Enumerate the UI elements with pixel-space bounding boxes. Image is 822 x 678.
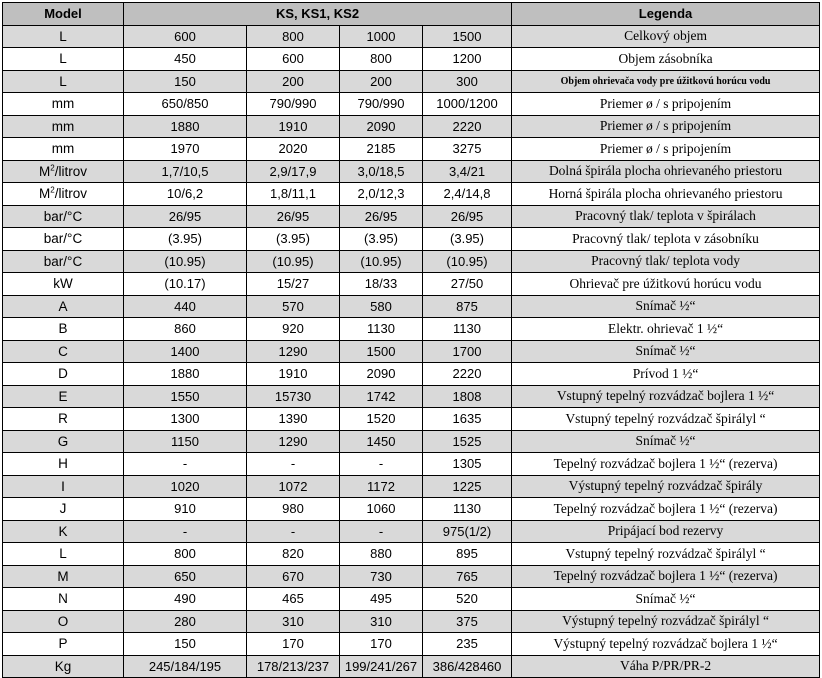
row-legend: Vstupný tepelný rozvádzač špirályl “ — [512, 543, 820, 566]
row-legend: Horná špirála plocha ohrievaného priestoru — [512, 183, 820, 206]
table-row — [3, 250, 820, 273]
row-unit: D — [3, 363, 124, 386]
row-value-2: 200 — [247, 70, 340, 93]
row-value-1: 450 — [124, 48, 247, 71]
row-unit: Kg — [3, 655, 124, 678]
row-value-4: 386/428460 — [423, 655, 512, 678]
row-value-1: 490 — [124, 588, 247, 611]
row-value-3: 1742 — [340, 385, 423, 408]
unit-base: M — [39, 186, 51, 202]
row-value-4: 3,4/21 — [423, 160, 512, 183]
row-unit: L — [3, 25, 124, 48]
row-unit: mm — [3, 138, 124, 161]
table-row — [3, 408, 820, 431]
row-value-1: (10.95) — [124, 250, 247, 273]
unit-rest: /litrov — [54, 186, 87, 202]
row-value-2: 570 — [247, 295, 340, 318]
row-value-1: - — [124, 453, 247, 476]
table-row — [3, 565, 820, 588]
row-value-4: 520 — [423, 588, 512, 611]
row-unit: L — [3, 543, 124, 566]
table-row — [3, 498, 820, 521]
row-unit: bar/°C — [3, 250, 124, 273]
row-value-4: 2220 — [423, 115, 512, 138]
row-unit: kW — [3, 273, 124, 296]
row-value-1: 600 — [124, 25, 247, 48]
row-legend: Snímač ½“ — [512, 340, 820, 363]
row-value-4: 1500 — [423, 25, 512, 48]
row-value-4: 1305 — [423, 453, 512, 476]
row-value-2: 920 — [247, 318, 340, 341]
row-value-3: 2090 — [340, 115, 423, 138]
row-value-2: 170 — [247, 633, 340, 656]
table-row — [3, 543, 820, 566]
row-legend: Elektr. ohrievač 1 ½“ — [512, 318, 820, 341]
row-legend: Priemer ø / s pripojením — [512, 138, 820, 161]
row-legend: Objem zásobníka — [512, 48, 820, 71]
row-value-4: 235 — [423, 633, 512, 656]
row-value-4: 1130 — [423, 318, 512, 341]
header-models: KS, KS1, KS2 — [124, 3, 512, 26]
row-unit: K — [3, 520, 124, 543]
row-legend: Priemer ø / s pripojením — [512, 115, 820, 138]
row-legend: Snímač ½“ — [512, 430, 820, 453]
table-row — [3, 385, 820, 408]
row-legend: Tepelný rozvádzač bojlera 1 ½“ (rezerva) — [512, 453, 820, 476]
row-value-3: 800 — [340, 48, 423, 71]
row-legend: Váha P/PR/PR-2 — [512, 655, 820, 678]
row-unit: M — [3, 565, 124, 588]
row-value-4: 765 — [423, 565, 512, 588]
row-value-3: 2185 — [340, 138, 423, 161]
row-unit: R — [3, 408, 124, 431]
table-row — [3, 610, 820, 633]
row-value-1: 1880 — [124, 363, 247, 386]
table-row — [3, 138, 820, 161]
row-value-3: 18/33 — [340, 273, 423, 296]
row-unit: A — [3, 295, 124, 318]
table-row — [3, 228, 820, 251]
row-value-2: 820 — [247, 543, 340, 566]
table-row — [3, 475, 820, 498]
row-value-3: 1000 — [340, 25, 423, 48]
table-row — [3, 318, 820, 341]
row-value-3: 790/990 — [340, 93, 423, 116]
table-row — [3, 70, 820, 93]
row-unit: J — [3, 498, 124, 521]
row-unit: B — [3, 318, 124, 341]
row-unit — [3, 183, 124, 206]
row-value-2: (10.95) — [247, 250, 340, 273]
row-unit: bar/°C — [3, 228, 124, 251]
table-row — [3, 273, 820, 296]
row-legend: Vstupný tepelný rozvádzač špirályl “ — [512, 408, 820, 431]
header-legend: Legenda — [512, 3, 820, 26]
row-value-1: 280 — [124, 610, 247, 633]
row-value-3: 2090 — [340, 363, 423, 386]
row-value-1: 440 — [124, 295, 247, 318]
row-unit — [3, 160, 124, 183]
row-value-4: (10.95) — [423, 250, 512, 273]
row-unit: L — [3, 70, 124, 93]
row-value-1: - — [124, 520, 247, 543]
row-unit: mm — [3, 115, 124, 138]
row-value-1: 1400 — [124, 340, 247, 363]
row-unit: N — [3, 588, 124, 611]
row-value-3: 2,0/12,3 — [340, 183, 423, 206]
row-legend: Celkový objem — [512, 25, 820, 48]
row-legend: Pripájací bod rezervy — [512, 520, 820, 543]
row-value-4: 26/95 — [423, 205, 512, 228]
row-value-3: 26/95 — [340, 205, 423, 228]
row-value-3: 310 — [340, 610, 423, 633]
row-value-4: 3275 — [423, 138, 512, 161]
row-legend: Objem ohrievača vody pre úžitkovú horúcu vodu — [512, 70, 820, 93]
table-row — [3, 430, 820, 453]
row-value-1: 150 — [124, 70, 247, 93]
row-value-2: 2020 — [247, 138, 340, 161]
row-value-2: 178/213/237 — [247, 655, 340, 678]
row-value-4: 1808 — [423, 385, 512, 408]
row-value-1: 650 — [124, 565, 247, 588]
row-value-1: (10.17) — [124, 273, 247, 296]
row-value-3: - — [340, 453, 423, 476]
row-value-3: 199/241/267 — [340, 655, 423, 678]
row-value-2: 1910 — [247, 115, 340, 138]
row-value-4: 1635 — [423, 408, 512, 431]
row-value-2: 465 — [247, 588, 340, 611]
row-unit: I — [3, 475, 124, 498]
row-value-4: 375 — [423, 610, 512, 633]
row-value-2: 790/990 — [247, 93, 340, 116]
row-value-4: 895 — [423, 543, 512, 566]
table-row — [3, 655, 820, 678]
row-value-3: (10.95) — [340, 250, 423, 273]
table-row — [3, 25, 820, 48]
row-unit: C — [3, 340, 124, 363]
row-legend: Priemer ø / s pripojením — [512, 93, 820, 116]
row-value-4: 1000/1200 — [423, 93, 512, 116]
row-value-4: 2,4/14,8 — [423, 183, 512, 206]
row-value-4: 975(1/2) — [423, 520, 512, 543]
row-value-1: 1150 — [124, 430, 247, 453]
row-value-2: (3.95) — [247, 228, 340, 251]
row-value-4: 1700 — [423, 340, 512, 363]
table-row — [3, 93, 820, 116]
row-legend: Výstupný tepelný rozvádzač bojlera 1 ½“ — [512, 633, 820, 656]
row-value-3: 1130 — [340, 318, 423, 341]
row-value-4: (3.95) — [423, 228, 512, 251]
row-value-3: 1450 — [340, 430, 423, 453]
row-unit: O — [3, 610, 124, 633]
row-value-2: 2,9/17,9 — [247, 160, 340, 183]
row-value-3: 495 — [340, 588, 423, 611]
row-value-1: 1880 — [124, 115, 247, 138]
row-value-4: 27/50 — [423, 273, 512, 296]
row-legend: Vstupný tepelný rozvádzač bojlera 1 ½“ — [512, 385, 820, 408]
row-value-2: 15/27 — [247, 273, 340, 296]
row-value-4: 2220 — [423, 363, 512, 386]
row-value-1: 800 — [124, 543, 247, 566]
row-unit: mm — [3, 93, 124, 116]
row-value-2: - — [247, 453, 340, 476]
row-value-3: 1060 — [340, 498, 423, 521]
row-value-4: 875 — [423, 295, 512, 318]
row-value-4: 1130 — [423, 498, 512, 521]
row-unit: L — [3, 48, 124, 71]
row-unit: E — [3, 385, 124, 408]
row-value-3: 1520 — [340, 408, 423, 431]
row-unit: H — [3, 453, 124, 476]
row-unit: bar/°C — [3, 205, 124, 228]
row-value-1: (3.95) — [124, 228, 247, 251]
unit-base: M — [39, 163, 51, 179]
row-value-4: 300 — [423, 70, 512, 93]
row-value-3: 200 — [340, 70, 423, 93]
row-value-4: 1225 — [423, 475, 512, 498]
row-value-2: 310 — [247, 610, 340, 633]
row-value-3: - — [340, 520, 423, 543]
row-legend: Prívod 1 ½“ — [512, 363, 820, 386]
table-row — [3, 340, 820, 363]
row-value-1: 1550 — [124, 385, 247, 408]
row-value-2: 1,8/11,1 — [247, 183, 340, 206]
row-value-2: 670 — [247, 565, 340, 588]
row-value-3: 3,0/18,5 — [340, 160, 423, 183]
row-value-2: 15730 — [247, 385, 340, 408]
row-value-3: 1172 — [340, 475, 423, 498]
table-row — [3, 520, 820, 543]
row-legend: Dolná špirála plocha ohrievaného priestoru — [512, 160, 820, 183]
row-value-1: 650/850 — [124, 93, 247, 116]
header-row — [3, 3, 820, 26]
row-value-2: 600 — [247, 48, 340, 71]
row-legend: Výstupný tepelný rozvádzač špirály — [512, 475, 820, 498]
row-legend: Ohrievač pre úžitkovú horúcu vodu — [512, 273, 820, 296]
table-row — [3, 160, 820, 183]
table-row — [3, 115, 820, 138]
row-value-3: 730 — [340, 565, 423, 588]
row-legend: Pracovný tlak/ teplota vody — [512, 250, 820, 273]
row-legend: Pracovný tlak/ teplota v špirálach — [512, 205, 820, 228]
row-value-3: 170 — [340, 633, 423, 656]
row-value-1: 910 — [124, 498, 247, 521]
table-row — [3, 183, 820, 206]
row-value-2: 980 — [247, 498, 340, 521]
row-legend: Tepelný rozvádzač bojlera 1 ½“ (rezerva) — [512, 498, 820, 521]
row-value-4: 1525 — [423, 430, 512, 453]
row-value-3: 1500 — [340, 340, 423, 363]
row-value-1: 26/95 — [124, 205, 247, 228]
row-value-2: 26/95 — [247, 205, 340, 228]
row-legend: Snímač ½“ — [512, 588, 820, 611]
row-value-4: 1200 — [423, 48, 512, 71]
row-value-2: 1390 — [247, 408, 340, 431]
row-value-1: 1300 — [124, 408, 247, 431]
row-value-2: - — [247, 520, 340, 543]
row-value-1: 245/184/195 — [124, 655, 247, 678]
row-value-2: 800 — [247, 25, 340, 48]
row-unit: G — [3, 430, 124, 453]
row-value-1: 10/6,2 — [124, 183, 247, 206]
row-value-2: 1910 — [247, 363, 340, 386]
row-value-1: 1970 — [124, 138, 247, 161]
row-value-3: 580 — [340, 295, 423, 318]
header-model: Model — [3, 3, 124, 26]
row-value-2: 1072 — [247, 475, 340, 498]
row-unit: P — [3, 633, 124, 656]
row-legend: Výstupný tepelný rozvádzač špirályl “ — [512, 610, 820, 633]
table-row — [3, 633, 820, 656]
row-value-3: 880 — [340, 543, 423, 566]
unit-superscript: 2 — [50, 185, 55, 195]
table-row — [3, 453, 820, 476]
spec-table — [2, 2, 820, 678]
table-row — [3, 205, 820, 228]
table-row — [3, 295, 820, 318]
row-value-1: 860 — [124, 318, 247, 341]
row-value-2: 1290 — [247, 430, 340, 453]
row-legend: Tepelný rozvádzač bojlera 1 ½“ (rezerva) — [512, 565, 820, 588]
row-value-3: (3.95) — [340, 228, 423, 251]
table-row — [3, 588, 820, 611]
unit-superscript: 2 — [50, 163, 55, 173]
row-legend: Pracovný tlak/ teplota v zásobníku — [512, 228, 820, 251]
row-value-1: 1020 — [124, 475, 247, 498]
row-value-1: 150 — [124, 633, 247, 656]
table-row — [3, 363, 820, 386]
unit-rest: /litrov — [54, 163, 87, 179]
row-legend: Snímač ½“ — [512, 295, 820, 318]
table-row — [3, 48, 820, 71]
row-value-2: 1290 — [247, 340, 340, 363]
row-value-1: 1,7/10,5 — [124, 160, 247, 183]
